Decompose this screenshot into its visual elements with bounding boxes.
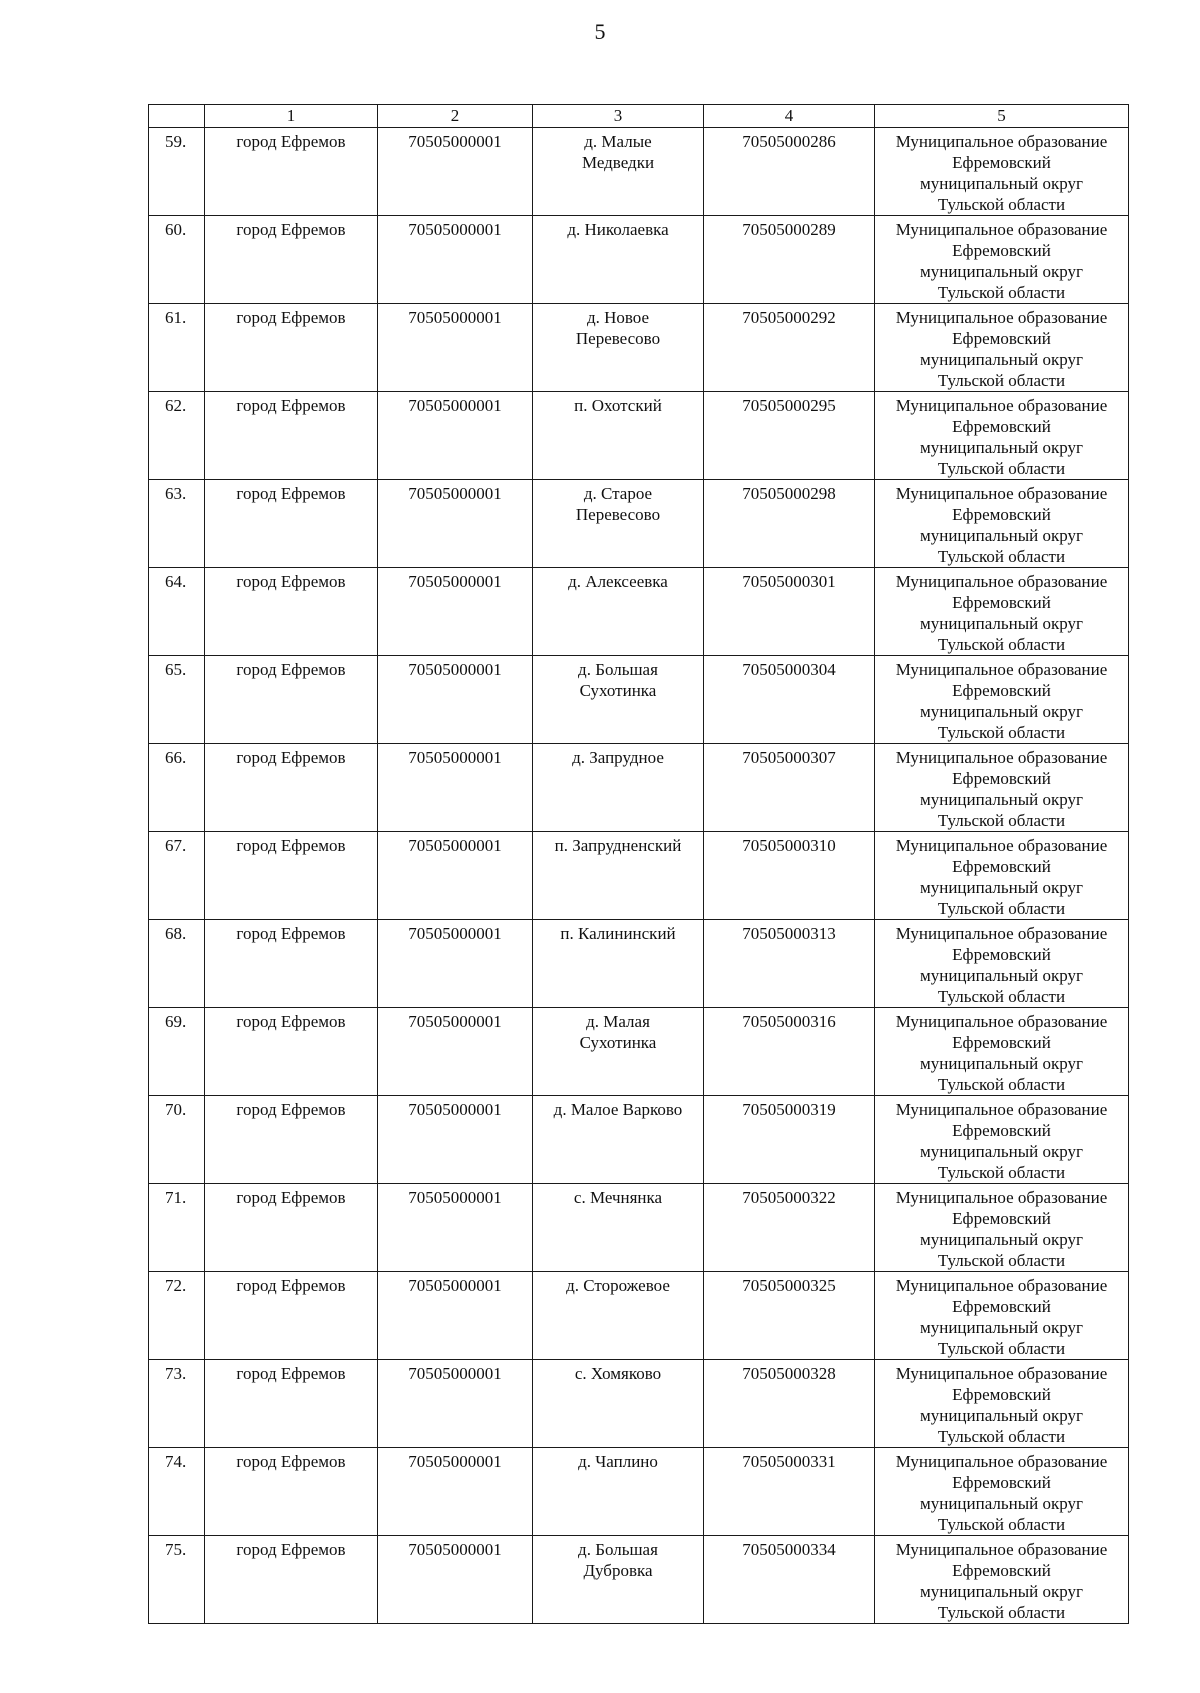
municipality-line: Ефремовский <box>952 329 1051 348</box>
locality-code: 70505000001 <box>408 1364 502 1383</box>
settlement-cell <box>533 1008 704 1096</box>
settlement-cell <box>533 832 704 920</box>
settlement-code-cell <box>704 392 875 480</box>
municipality-line: Муниципальное образование <box>895 1100 1108 1119</box>
row-number-cell <box>149 568 205 656</box>
settlement-cell <box>533 920 704 1008</box>
locality-code-cell <box>378 1096 533 1184</box>
municipality-line: Ефремовский <box>952 1385 1051 1404</box>
row-number: 69. <box>165 1012 187 1031</box>
row-number-cell <box>149 1184 205 1272</box>
municipality-cell <box>875 1272 1129 1360</box>
municipality-cell <box>875 832 1129 920</box>
municipality-line: Муниципальное образование <box>895 572 1108 591</box>
municipality-cell <box>875 656 1129 744</box>
settlement-cell <box>533 1536 704 1624</box>
locality-name-cell <box>205 832 378 920</box>
locality-code-cell <box>378 128 533 216</box>
municipality-line: Муниципальное образование <box>895 484 1108 503</box>
settlement-cell <box>533 392 704 480</box>
municipality-line: Тульской области <box>937 195 1066 214</box>
locality-name: город Ефремов <box>236 924 346 943</box>
header-cell-5: 5 <box>875 105 1129 128</box>
settlement-name-line: д. Запрудное <box>572 748 664 767</box>
locality-code: 70505000001 <box>408 484 502 503</box>
settlement-cell <box>533 304 704 392</box>
settlement-code: 70505000310 <box>742 836 836 855</box>
settlement-code: 70505000301 <box>742 572 836 591</box>
municipality-line: Муниципальное образование <box>895 748 1108 767</box>
municipality-line: муниципальный округ <box>919 1494 1084 1513</box>
table-row <box>149 1272 1129 1360</box>
municipality-line: Муниципальное образование <box>895 836 1108 855</box>
settlement-name-line: Сухотинка <box>579 681 657 700</box>
locality-code-cell <box>378 1360 533 1448</box>
municipality-line: Муниципальное образование <box>895 396 1108 415</box>
municipality-line: Ефремовский <box>952 593 1051 612</box>
locality-code-cell <box>378 1184 533 1272</box>
municipality-line: Тульской области <box>937 547 1066 566</box>
municipality-line: муниципальный округ <box>919 614 1084 633</box>
municipality-line: Муниципальное образование <box>895 1452 1108 1471</box>
locality-name-cell <box>205 480 378 568</box>
municipality-line: муниципальный округ <box>919 1406 1084 1425</box>
row-number-cell <box>149 1360 205 1448</box>
locality-name-cell <box>205 1184 378 1272</box>
settlement-name-line: д. Сторожевое <box>566 1276 670 1295</box>
municipality-line: муниципальный округ <box>919 878 1084 897</box>
settlement-code: 70505000319 <box>742 1100 836 1119</box>
row-number: 67. <box>165 836 187 855</box>
settlement-code-cell <box>704 1096 875 1184</box>
settlement-code: 70505000313 <box>742 924 836 943</box>
settlement-code-cell <box>704 656 875 744</box>
municipality-cell <box>875 392 1129 480</box>
settlement-code: 70505000298 <box>742 484 836 503</box>
table-row <box>149 1096 1129 1184</box>
row-number-cell <box>149 656 205 744</box>
header-row <box>149 105 1129 128</box>
municipality-cell <box>875 744 1129 832</box>
locality-code: 70505000001 <box>408 572 502 591</box>
table-row <box>149 480 1129 568</box>
municipality-line: Тульской области <box>937 635 1066 654</box>
row-number-cell <box>149 920 205 1008</box>
settlement-name-line: д. Малые <box>584 132 652 151</box>
municipality-line: муниципальный округ <box>919 526 1084 545</box>
locality-name: город Ефремов <box>236 220 346 239</box>
municipality-line: Ефремовский <box>952 505 1051 524</box>
locality-name: город Ефремов <box>236 1012 346 1031</box>
locality-name-cell <box>205 392 378 480</box>
table-row <box>149 304 1129 392</box>
locality-code: 70505000001 <box>408 220 502 239</box>
municipality-line: Муниципальное образование <box>895 924 1108 943</box>
locality-code: 70505000001 <box>408 748 502 767</box>
municipality-line: Муниципальное образование <box>895 308 1108 327</box>
settlement-cell <box>533 1184 704 1272</box>
locality-name: город Ефремов <box>236 484 346 503</box>
row-number: 72. <box>165 1276 187 1295</box>
municipality-line: Тульской области <box>937 811 1066 830</box>
municipality-line: Ефремовский <box>952 857 1051 876</box>
municipality-line: Ефремовский <box>952 1473 1051 1492</box>
locality-code: 70505000001 <box>408 1012 502 1031</box>
locality-code-cell <box>378 1536 533 1624</box>
settlement-name-line: Дубровка <box>583 1561 653 1580</box>
row-number: 71. <box>165 1188 187 1207</box>
table-row <box>149 1008 1129 1096</box>
row-number: 75. <box>165 1540 187 1559</box>
settlement-name-line: Перевесово <box>575 329 661 348</box>
locality-name: город Ефремов <box>236 1364 346 1383</box>
settlement-code: 70505000325 <box>742 1276 836 1295</box>
locality-code: 70505000001 <box>408 836 502 855</box>
settlement-name-line: д. Алексеевка <box>568 572 668 591</box>
municipality-line: Тульской области <box>937 1163 1066 1182</box>
municipality-cell <box>875 1448 1129 1536</box>
settlement-code-cell <box>704 304 875 392</box>
municipality-cell <box>875 1360 1129 1448</box>
municipality-line: муниципальный округ <box>919 1142 1084 1161</box>
locality-code: 70505000001 <box>408 1188 502 1207</box>
settlement-name-line: д. Николаевка <box>567 220 669 239</box>
locality-name: город Ефремов <box>236 748 346 767</box>
locality-name-cell <box>205 1272 378 1360</box>
table-header <box>149 105 1129 128</box>
table-row <box>149 128 1129 216</box>
locality-code: 70505000001 <box>408 1100 502 1119</box>
locality-name-cell <box>205 1096 378 1184</box>
locality-name-cell <box>205 656 378 744</box>
municipality-line: Ефремовский <box>952 1209 1051 1228</box>
settlement-code-cell <box>704 1008 875 1096</box>
settlement-name-line: д. Малая <box>586 1012 650 1031</box>
municipality-cell <box>875 480 1129 568</box>
locality-name: город Ефремов <box>236 132 346 151</box>
table-row <box>149 656 1129 744</box>
municipality-line: Ефремовский <box>952 153 1051 172</box>
settlement-code: 70505000304 <box>742 660 836 679</box>
settlement-cell <box>533 568 704 656</box>
municipality-line: Тульской области <box>937 1603 1066 1622</box>
locality-name-cell <box>205 1360 378 1448</box>
settlement-cell <box>533 480 704 568</box>
settlement-name-line: Перевесово <box>575 505 661 524</box>
row-number: 68. <box>165 924 187 943</box>
settlement-code-cell <box>704 832 875 920</box>
table-row <box>149 216 1129 304</box>
row-number-cell <box>149 480 205 568</box>
settlement-code-cell <box>704 568 875 656</box>
settlement-name-line: п. Калининский <box>560 924 676 943</box>
locality-name-cell <box>205 568 378 656</box>
municipality-line: Муниципальное образование <box>895 220 1108 239</box>
municipality-cell <box>875 1096 1129 1184</box>
row-number: 60. <box>165 220 187 239</box>
locality-name-cell <box>205 1448 378 1536</box>
settlement-code-cell <box>704 744 875 832</box>
municipality-line: муниципальный округ <box>919 966 1084 985</box>
settlement-cell <box>533 1448 704 1536</box>
table-row <box>149 1360 1129 1448</box>
table-row <box>149 920 1129 1008</box>
settlement-cell <box>533 216 704 304</box>
municipality-line: муниципальный округ <box>919 1318 1084 1337</box>
locality-code-cell <box>378 1008 533 1096</box>
locality-name-cell <box>205 216 378 304</box>
locality-code-cell <box>378 568 533 656</box>
table-row <box>149 392 1129 480</box>
settlement-code: 70505000295 <box>742 396 836 415</box>
municipality-cell <box>875 920 1129 1008</box>
settlement-code: 70505000307 <box>742 748 836 767</box>
settlement-code: 70505000316 <box>742 1012 836 1031</box>
settlement-code-cell <box>704 920 875 1008</box>
municipality-line: Ефремовский <box>952 945 1051 964</box>
municipality-line: Муниципальное образование <box>895 1276 1108 1295</box>
municipality-line: Тульской области <box>937 899 1066 918</box>
municipality-cell <box>875 304 1129 392</box>
settlement-code: 70505000292 <box>742 308 836 327</box>
settlement-code-cell <box>704 128 875 216</box>
settlement-code-cell <box>704 1536 875 1624</box>
row-number: 74. <box>165 1452 187 1471</box>
municipality-line: Тульской области <box>937 1427 1066 1446</box>
settlement-name-line: д. Большая <box>578 660 658 679</box>
header-cell-3: 3 <box>533 105 704 128</box>
settlement-code-cell <box>704 1272 875 1360</box>
locality-code: 70505000001 <box>408 308 502 327</box>
municipality-line: Ефремовский <box>952 769 1051 788</box>
settlement-name-line: д. Чаплино <box>578 1452 658 1471</box>
settlement-cell <box>533 656 704 744</box>
municipality-line: муниципальный округ <box>919 1230 1084 1249</box>
locality-code-cell <box>378 480 533 568</box>
row-number: 64. <box>165 572 187 591</box>
settlement-cell <box>533 1096 704 1184</box>
settlement-code: 70505000286 <box>742 132 836 151</box>
row-number-cell <box>149 1096 205 1184</box>
settlement-name-line: д. Большая <box>578 1540 658 1559</box>
row-number-cell <box>149 1536 205 1624</box>
municipality-cell <box>875 1536 1129 1624</box>
row-number-cell <box>149 1008 205 1096</box>
locality-code-cell <box>378 1448 533 1536</box>
municipality-line: Ефремовский <box>952 1121 1051 1140</box>
locality-code: 70505000001 <box>408 924 502 943</box>
table-row <box>149 568 1129 656</box>
header-cell-2: 2 <box>378 105 533 128</box>
locality-name: город Ефремов <box>236 396 346 415</box>
settlement-name-line: д. Малое Варково <box>553 1100 683 1119</box>
row-number: 59. <box>165 132 187 151</box>
locality-name: город Ефремов <box>236 1540 346 1559</box>
locality-code-cell <box>378 920 533 1008</box>
municipality-line: Тульской области <box>937 1515 1066 1534</box>
locality-code-cell <box>378 1272 533 1360</box>
locality-name-cell <box>205 1536 378 1624</box>
locality-name: город Ефремов <box>236 836 346 855</box>
locality-code-cell <box>378 656 533 744</box>
header-cell-4: 4 <box>704 105 875 128</box>
municipality-line: Ефремовский <box>952 1297 1051 1316</box>
municipality-line: муниципальный округ <box>919 1054 1084 1073</box>
municipality-line: муниципальный округ <box>919 174 1084 193</box>
municipality-line: Ефремовский <box>952 681 1051 700</box>
municipality-line: Муниципальное образование <box>895 1012 1108 1031</box>
row-number: 63. <box>165 484 187 503</box>
locality-name: город Ефремов <box>236 1452 346 1471</box>
municipality-cell <box>875 128 1129 216</box>
settlement-name-line: с. Хомяково <box>574 1364 662 1383</box>
municipality-line: Ефремовский <box>952 417 1051 436</box>
row-number: 70. <box>165 1100 187 1119</box>
municipality-line: Ефремовский <box>952 241 1051 260</box>
settlement-name-line: Медведки <box>581 153 655 172</box>
municipality-line: Ефремовский <box>952 1561 1051 1580</box>
municipality-cell <box>875 1008 1129 1096</box>
locality-code: 70505000001 <box>408 1540 502 1559</box>
settlement-code: 70505000289 <box>742 220 836 239</box>
municipality-line: Муниципальное образование <box>895 1364 1108 1383</box>
municipality-line: Тульской области <box>937 459 1066 478</box>
locality-code-cell <box>378 392 533 480</box>
row-number-cell <box>149 832 205 920</box>
municipality-line: муниципальный округ <box>919 790 1084 809</box>
municipality-line: Муниципальное образование <box>895 132 1108 151</box>
row-number: 66. <box>165 748 187 767</box>
locality-code-cell <box>378 744 533 832</box>
row-number-cell <box>149 744 205 832</box>
municipality-line: Тульской области <box>937 987 1066 1006</box>
locality-code-cell <box>378 304 533 392</box>
settlement-code: 70505000334 <box>742 1540 836 1559</box>
municipality-line: Тульской области <box>937 283 1066 302</box>
table-body <box>149 128 1129 1624</box>
settlement-name-line: п. Охотский <box>574 396 662 415</box>
settlement-code: 70505000328 <box>742 1364 836 1383</box>
row-number: 62. <box>165 396 187 415</box>
row-number-cell <box>149 128 205 216</box>
settlement-name-line: д. Новое <box>586 308 650 327</box>
municipality-line: Ефремовский <box>952 1033 1051 1052</box>
municipality-line: Муниципальное образование <box>895 660 1108 679</box>
municipality-cell <box>875 216 1129 304</box>
municipality-line: муниципальный округ <box>919 438 1084 457</box>
settlement-cell <box>533 744 704 832</box>
page-number: 5 <box>594 19 606 44</box>
settlement-cell <box>533 128 704 216</box>
municipality-line: муниципальный округ <box>919 702 1084 721</box>
municipality-line: Тульской области <box>937 723 1066 742</box>
table-row <box>149 832 1129 920</box>
locality-name: город Ефремов <box>236 572 346 591</box>
header-cell-1: 1 <box>205 105 378 128</box>
settlement-name-line: д. Старое <box>583 484 653 503</box>
municipality-line: Тульской области <box>937 1339 1066 1358</box>
table-row <box>149 1184 1129 1272</box>
row-number: 61. <box>165 308 187 327</box>
locality-code: 70505000001 <box>408 1452 502 1471</box>
municipality-line: Тульской области <box>937 1075 1066 1094</box>
municipality-cell <box>875 568 1129 656</box>
row-number-cell <box>149 1448 205 1536</box>
municipality-line: муниципальный округ <box>919 1582 1084 1601</box>
settlement-name-line: Сухотинка <box>579 1033 657 1052</box>
municipality-cell <box>875 1184 1129 1272</box>
settlement-cell <box>533 1360 704 1448</box>
municipality-line: Муниципальное образование <box>895 1540 1108 1559</box>
settlement-code-cell <box>704 1184 875 1272</box>
settlement-cell <box>533 1272 704 1360</box>
settlements-table <box>148 104 1129 1624</box>
municipality-line: Тульской области <box>937 1251 1066 1270</box>
locality-code: 70505000001 <box>408 660 502 679</box>
table-row <box>149 744 1129 832</box>
row-number-cell <box>149 392 205 480</box>
locality-code-cell <box>378 832 533 920</box>
row-number-cell <box>149 304 205 392</box>
locality-code: 70505000001 <box>408 132 502 151</box>
locality-name-cell <box>205 304 378 392</box>
settlement-name-line: п. Запрудненский <box>554 836 682 855</box>
locality-name: город Ефремов <box>236 1188 346 1207</box>
locality-code: 70505000001 <box>408 396 502 415</box>
municipality-line: муниципальный округ <box>919 350 1084 369</box>
locality-code-cell <box>378 216 533 304</box>
row-number-cell <box>149 216 205 304</box>
locality-name: город Ефремов <box>236 1276 346 1295</box>
settlement-code: 70505000322 <box>742 1188 836 1207</box>
locality-name-cell <box>205 920 378 1008</box>
row-number-cell <box>149 1272 205 1360</box>
table-row <box>149 1536 1129 1624</box>
locality-name-cell <box>205 1008 378 1096</box>
municipality-line: Муниципальное образование <box>895 1188 1108 1207</box>
settlement-name-line: с. Мечнянка <box>573 1188 663 1207</box>
row-number: 65. <box>165 660 187 679</box>
locality-name: город Ефремов <box>236 1100 346 1119</box>
municipality-line: муниципальный округ <box>919 262 1084 281</box>
locality-name-cell <box>205 744 378 832</box>
locality-name: город Ефремов <box>236 308 346 327</box>
settlement-code-cell <box>704 1360 875 1448</box>
locality-code: 70505000001 <box>408 1276 502 1295</box>
settlement-code-cell <box>704 480 875 568</box>
row-number: 73. <box>165 1364 187 1383</box>
locality-name-cell <box>205 128 378 216</box>
locality-name: город Ефремов <box>236 660 346 679</box>
settlement-code: 70505000331 <box>742 1452 836 1471</box>
settlement-code-cell <box>704 216 875 304</box>
header-cell-num <box>149 105 205 128</box>
municipality-line: Тульской области <box>937 371 1066 390</box>
table-row <box>149 1448 1129 1536</box>
settlement-code-cell <box>704 1448 875 1536</box>
